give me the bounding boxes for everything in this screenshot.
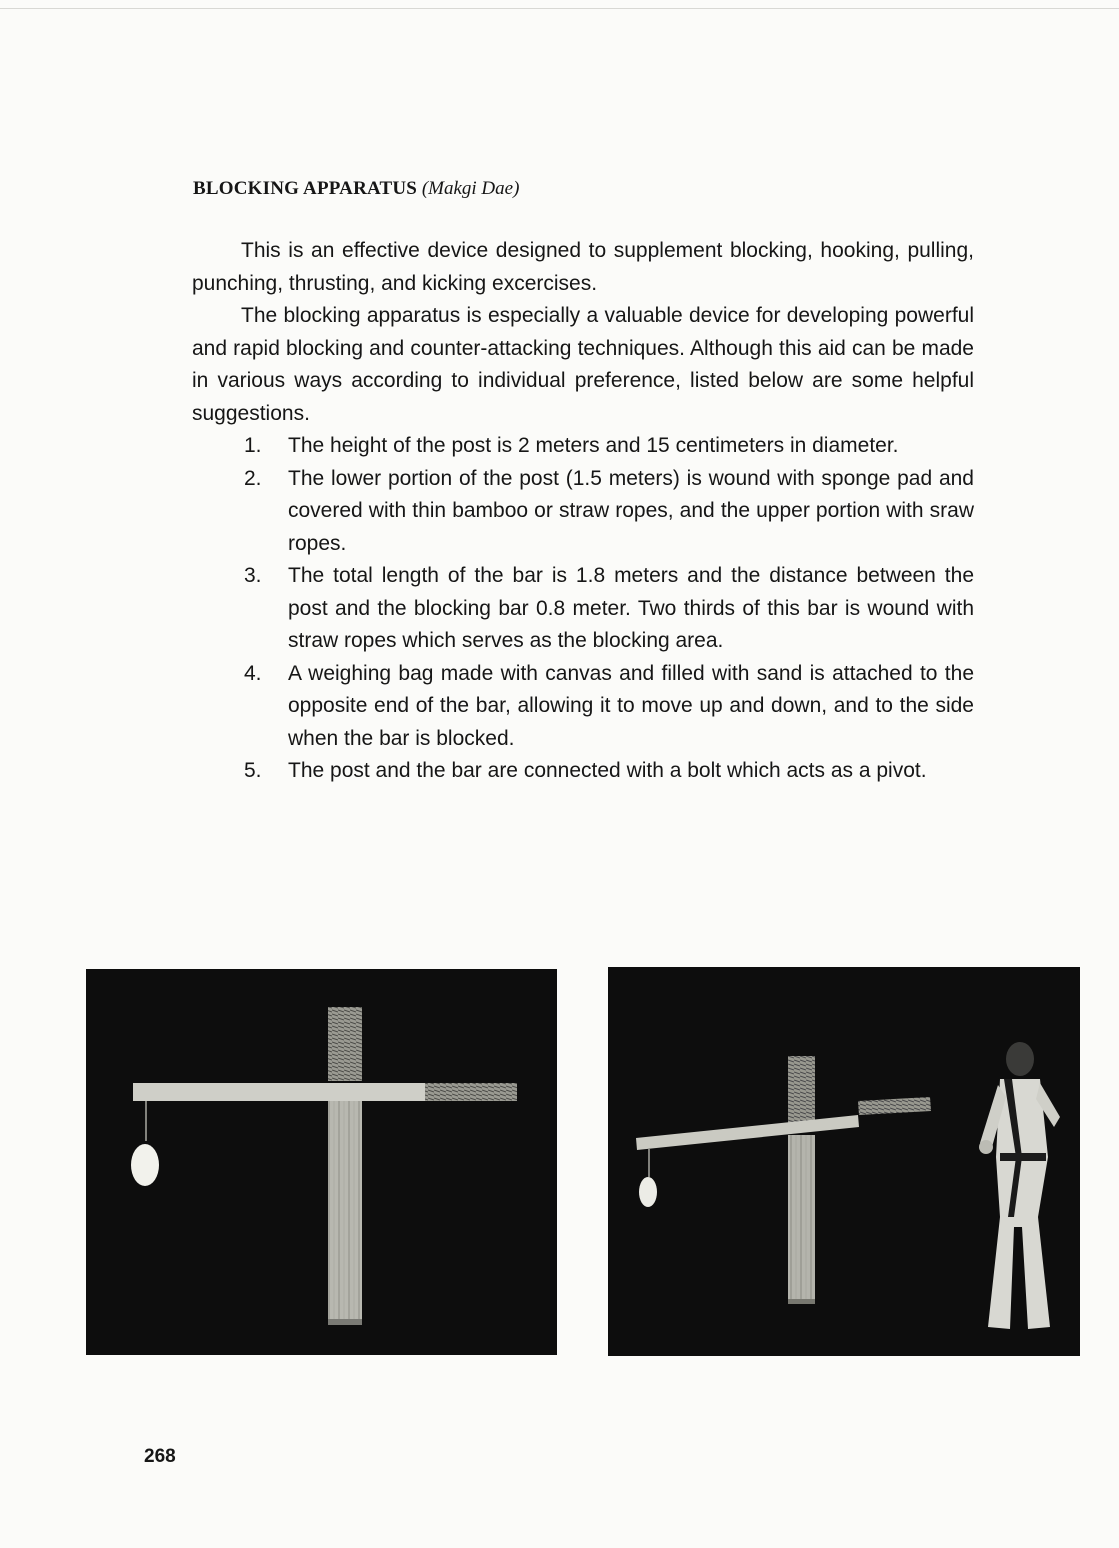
practitioner-figure — [979, 1042, 1060, 1329]
apparatus-with-practitioner-photo — [608, 967, 1080, 1356]
list-item-number: 3. — [244, 564, 262, 587]
list-item-number: 2. — [244, 466, 262, 490]
list-item-number: 4. — [244, 661, 262, 685]
apparatus-photo — [86, 969, 557, 1355]
post-lower — [328, 1099, 362, 1325]
page-top-edge — [0, 8, 1119, 9]
post-top — [788, 1056, 815, 1124]
list-item-number: 1. — [244, 434, 262, 457]
blocking-bar — [133, 1083, 425, 1101]
body-text — [192, 235, 974, 788]
list-item — [192, 560, 974, 658]
list-item-text: The total length of the bar is 1.8 meters and the distance between the post and the blocking bar 0.8 meter. Two thirds of this bar is wound with straw ropes which serves as the blocking area. — [288, 564, 974, 652]
practitioner-illustration — [608, 967, 1080, 1356]
sand-weight — [131, 1144, 159, 1186]
list-item — [192, 463, 974, 561]
list-item — [192, 430, 974, 463]
sand-weight — [639, 1177, 657, 1207]
intro-paragraph: This is an effective device designed to supplement blocking, hooking, pulling, punching, thrusting, and kicking excercises. — [192, 239, 974, 295]
list-item-text: The post and the bar are connected with a bolt which acts as a pivot. — [288, 759, 927, 782]
list-item-number: 5. — [244, 759, 262, 782]
list-item — [192, 658, 974, 756]
blocking-bar — [636, 1115, 859, 1150]
list-item — [192, 755, 974, 788]
list-item-text: A weighing bag made with canvas and filled with sand is attached to the opposite end of the bar, allowing it to move up and down, and to the side when the bar is blocked. — [288, 661, 974, 750]
post-lower — [788, 1135, 815, 1303]
page-number: 268 — [144, 1446, 176, 1467]
post-top — [328, 1007, 362, 1081]
description-paragraph: The blocking apparatus is especially a valuable device for developing powerful and rapid blocking and counter-attacking techniques. Although this aid can be made in various ways according to individual preference, listed below are some helpful suggestions. — [192, 304, 974, 425]
heading-subtitle: (Makgi Dae) — [421, 178, 520, 199]
list-item-text: The height of the post is 2 meters and 15 centimeters in diameter. — [288, 434, 899, 457]
list-item-text: The lower portion of the post (1.5 meters) is wound with sponge pad and covered with thin bamboo or straw ropes, and the upper portion with sraw ropes. — [288, 466, 974, 555]
heading-title: BLOCKING APPARATUS — [193, 178, 418, 199]
apparatus-illustration — [86, 969, 557, 1355]
suggestion-list — [192, 430, 974, 788]
section-heading — [193, 175, 519, 203]
